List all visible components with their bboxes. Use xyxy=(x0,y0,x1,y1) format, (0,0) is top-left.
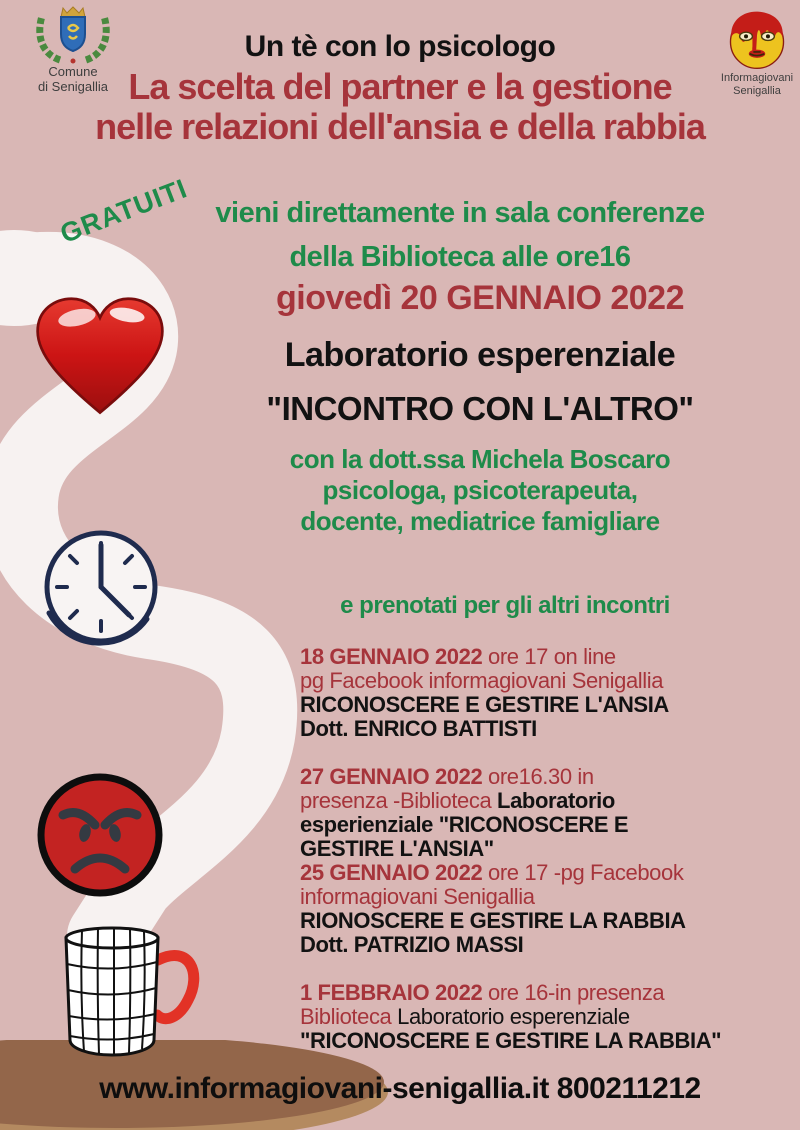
events-heading: e prenotati per gli altri incontri xyxy=(340,592,670,619)
event-line: Dott. PATRIZIO MASSI xyxy=(300,932,524,957)
event-line: pg Facebook informagiovani Senigallia xyxy=(300,668,664,693)
intro-line1: vieni direttamente in sala conferenze xyxy=(215,197,705,229)
lab-title-line1: Laboratorio esperenziale xyxy=(284,336,676,374)
clock-icon xyxy=(35,527,167,659)
poster-kicker: Un tè con lo psicologo xyxy=(244,30,556,63)
speaker-line1: con la dott.ssa Michela Boscaro xyxy=(289,444,671,474)
speaker-line3: docente, mediatrice famigliare xyxy=(300,506,660,536)
poster-title-line2: nelle relazioni dell'ansia e della rabbia xyxy=(95,106,705,147)
event-item xyxy=(300,861,798,957)
website-and-phone: www.informagiovani-senigallia.it 800211212 xyxy=(99,1072,701,1105)
logo-informagiovani-line2: Senigallia xyxy=(733,85,781,97)
event-line: Biblioteca Laboratorio esperenziale xyxy=(300,1004,630,1029)
logo-comune-line1: Comune xyxy=(48,64,98,79)
event-line: esperienziale "RICONOSCERE E xyxy=(300,812,629,837)
speaker-line2: psicologa, psicoterapeuta, xyxy=(322,475,638,505)
events-list xyxy=(300,645,798,1077)
event-line: informagiovani Senigallia xyxy=(300,884,535,909)
poster-title-line1: La scelta del partner e la gestione xyxy=(128,66,672,107)
event-line: GESTIRE L'ANSIA" xyxy=(300,836,494,861)
logo-comune-line2: di Senigallia xyxy=(37,79,109,94)
heart-icon xyxy=(30,296,170,418)
angry-face-icon xyxy=(35,773,165,899)
event-line: presenza -Biblioteca Laboratorio xyxy=(300,788,615,813)
event-line: 18 GENNAIO 2022 ore 17 on line xyxy=(300,644,616,669)
event-line: RICONOSCERE E GESTIRE L'ANSIA xyxy=(300,692,669,717)
lab-title-line2: "INCONTRO CON L'ALTRO" xyxy=(266,390,694,427)
event-line: 27 GENNAIO 2022 ore16.30 in xyxy=(300,764,594,789)
teacup-icon xyxy=(30,922,210,1072)
main-event-date: giovedì 20 GENNAIO 2022 xyxy=(276,279,684,317)
event-line: RIONOSCERE E GESTIRE LA RABBIA xyxy=(300,908,686,933)
event-line: Dott. ENRICO BATTISTI xyxy=(300,716,537,741)
speaker-info xyxy=(160,444,800,537)
event-line: 1 FEBBRAIO 2022 ore 16-in presenza xyxy=(300,980,665,1005)
logo-informagiovani-line1: Informagiovani xyxy=(720,72,794,84)
intro-line2: della Biblioteca alle ore16 xyxy=(289,241,631,273)
event-line: 25 GENNAIO 2022 ore 17 -pg Facebook xyxy=(300,860,684,885)
event-item xyxy=(300,645,798,741)
event-item xyxy=(300,981,798,1053)
event-line: "RICONOSCERE E GESTIRE LA RABBIA" xyxy=(300,1028,722,1053)
free-badge: GRATUITI xyxy=(56,173,192,249)
event-item xyxy=(300,765,798,861)
